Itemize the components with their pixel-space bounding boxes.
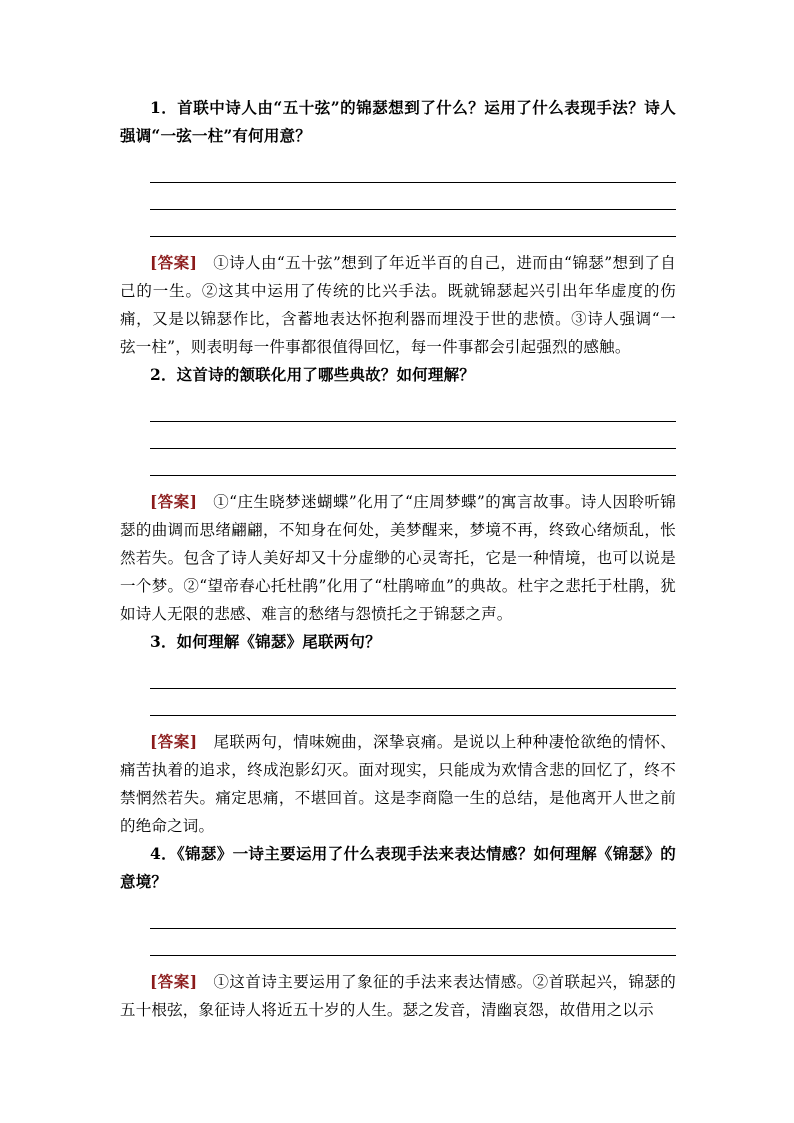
answer-lines-1 — [120, 150, 676, 249]
answer-3 — [120, 728, 676, 840]
answer-4 — [120, 968, 676, 1024]
answer-tag: [答案] — [150, 253, 198, 272]
answer-line[interactable] — [150, 422, 676, 449]
answer-tag: [答案] — [150, 492, 198, 511]
question-1: 1．首联中诗人由“五十弦”的锦瑟想到了什么？运用了什么表现手法？诗人强调“一弦一柱”有何用意？ — [120, 98, 676, 145]
answer-4-text: ①这首诗主要运用了象征的手法来表达情感。②首联起兴，锦瑟的五十根弦，象征诗人将近五十岁的人生。瑟之发音，清幽哀怨，故借用之以示 — [120, 973, 676, 1019]
answer-line[interactable] — [150, 210, 676, 237]
answer-tag: [答案] — [150, 972, 198, 991]
answer-tag: [答案] — [150, 732, 198, 751]
answer-line[interactable] — [150, 183, 676, 210]
question-2: 2．这首诗的颔联化用了哪些典故？如何理解？ — [150, 365, 475, 384]
question-4: 4．《锦瑟》一诗主要运用了什么表现手法来表达情感？如何理解《锦瑟》的意境？ — [120, 844, 676, 891]
answer-line[interactable] — [150, 156, 676, 183]
answer-3-text: 尾联两句，情味婉曲，深挚哀痛。是说以上种种凄怆欲绝的情怀、痛苦执着的追求，终成泡影幻灭。面对现实，只能成为欢情含悲的回忆了，终不禁惘然若失。痛定思痛，不堪回首。这是李商隐一生的总结，是他离开人世之前的绝命之词。 — [120, 733, 676, 835]
answer-line[interactable] — [150, 929, 676, 956]
answer-line[interactable] — [150, 902, 676, 929]
answer-lines-4 — [120, 896, 676, 968]
answer-line[interactable] — [150, 662, 676, 689]
answer-2-text: ①“庄生晓梦迷蝴蝶”化用了“庄周梦蝶”的寓言故事。诗人因聆听锦瑟的曲调而思绪翩翩，不知身在何处，美梦醒来，梦境不再，终致心绪烦乱，怅然若失。包含了诗人美好却又十分虚缈的心灵寄托，它是一种情境，也可以说是一个梦。②“望帝春心托杜鹃”化用了“杜鹃啼血”的典故。杜宇之悲托于杜鹃，犹如诗人无限的悲感、难言的愁绪与怨愤托之于锦瑟之声。 — [120, 493, 676, 623]
worksheet-content — [120, 94, 676, 1024]
answer-line[interactable] — [150, 689, 676, 716]
answer-2 — [120, 488, 676, 628]
answer-line[interactable] — [150, 449, 676, 476]
answer-lines-3 — [120, 656, 676, 728]
answer-1-text: ①诗人由“五十弦”想到了年近半百的自己，进而由“锦瑟”想到了自己的一生。②这其中运用了传统的比兴手法。既就锦瑟起兴引出年华虚度的伤痛，又是以锦瑟作比，含蓄地表达怀抱利器而埋没于世的悲愤。③诗人强调“一弦一柱”，则表明每一件事都很值得回忆，每一件事都会引起强烈的感触。 — [120, 254, 676, 356]
answer-line[interactable] — [150, 395, 676, 422]
answer-1 — [120, 249, 676, 361]
question-3: 3．如何理解《锦瑟》尾联两句？ — [150, 632, 381, 651]
answer-lines-2 — [120, 389, 676, 488]
